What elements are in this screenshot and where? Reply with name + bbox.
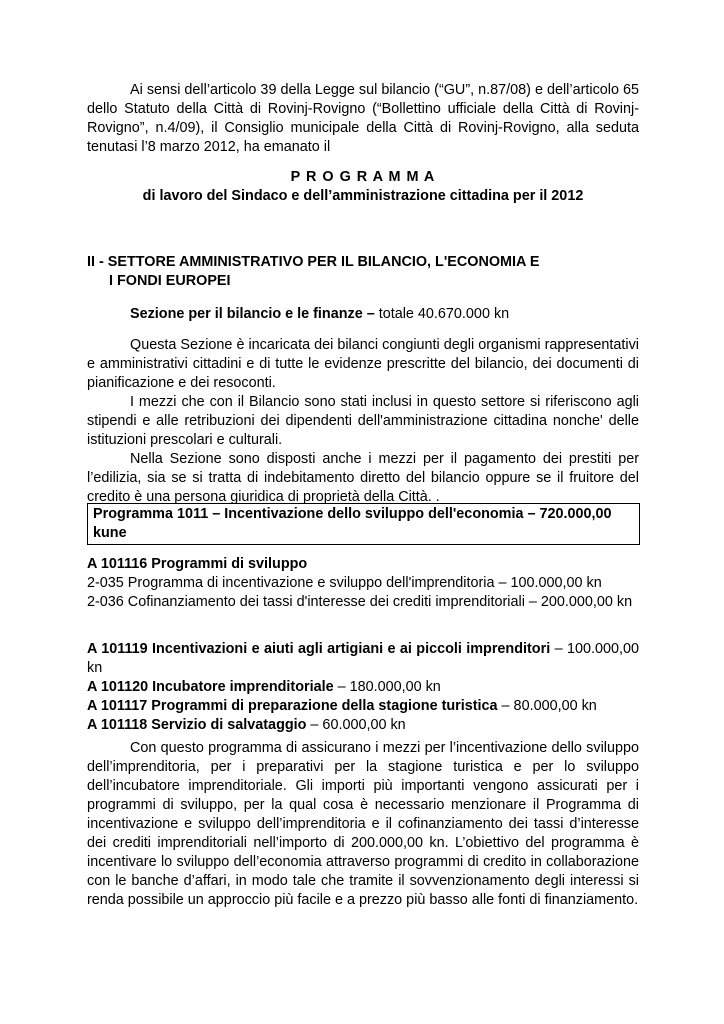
description-block	[87, 336, 639, 507]
document-title: P R O G R A M M A	[290, 169, 436, 185]
paragraph-3: Nella Sezione sono disposti anche i mezzi per il pagamento dei prestiti per l’edilizia, sia se si tratta di indebitamento diretto del bilancio oppure se il fruitore del credito è una persona giuridica di proprietà della Città. .	[87, 451, 639, 505]
activity-a101120: A 101120 Incubatore imprenditoriale – 180.000,00 kn	[87, 679, 441, 695]
activity-a101118: A 101118 Servizio di salvataggio – 60.000,00 kn	[87, 717, 406, 733]
subsection-total: totale 40.670.000 kn	[374, 306, 510, 322]
intro-paragraph: Ai sensi dell’articolo 39 della Legge sul bilancio (“GU”, n.87/08) e dell’articolo 65 dello Statuto della Città di Rovinj-Rovigno (“Bollettino ufficiale della Città di Rovinj-Rovigno”, n.4/09), il Consiglio municipale della Città di Rovinj-Rovigno, alla seduta tenutasi l’8 marzo 2012, ha emanato il	[87, 82, 639, 155]
section-heading-line1: II - SETTORE AMMINISTRATIVO PER IL BILANCIO, L'ECONOMIA E	[87, 254, 540, 270]
activity-a101119: A 101119 Incentivazioni e aiuti agli artigiani e ai piccoli imprenditori – 100.000,00 kn	[87, 641, 640, 676]
activity-a101117: A 101117 Programmi di preparazione della stagione turistica – 80.000,00 kn	[87, 698, 597, 714]
subsection-name: Sezione per il bilancio e le finanze –	[130, 306, 375, 322]
activity-a101116-title: A 101116 Programmi di sviluppo	[87, 556, 308, 572]
activity-item-2-036: 2-036 Cofinanziamento dei tassi d'interesse dei crediti imprenditoriali – 200.000,00 kn	[87, 594, 633, 610]
activity-list	[87, 640, 639, 735]
activity-a101116	[87, 555, 639, 612]
paragraph-1: Questa Sezione è incaricata dei bilanci congiunti degli organismi rappresentativi e amministrativi cittadini e di tutte le evidenze prescritte del bilancio, dei documenti di pianificazione e dei resoconti.	[87, 337, 639, 391]
section-heading-line2: I FONDI EUROPEI	[109, 273, 231, 289]
document-subtitle: di lavoro del Sindaco e dell’amministrazione cittadina per il 2012	[142, 188, 584, 204]
subsection-title	[130, 305, 639, 324]
closing-paragraph: Con questo programma di assicurano i mezzi per l’incentivazione dello sviluppo dell’imprenditoria, per i preparativi per la stagione turistica e per lo sviluppo dell’incubatore imprenditoriale. Gli importi più importanti vengono assicurati per i programmi di sviluppo, per la qual cosa è necessario menzionare il Programma di incentivazione e sviluppo dell’imprenditoria e il cofinanziamento dei tassi d’interesse dei crediti imprenditoriali nell’importo di 200.000,00 kn. L’obiettivo del programma è incentivare lo sviluppo dell’economia attraverso programmi di credito in collaborazione con le banche d’affari, in modo tale che tramite il sovvenzionamento degli interessi si renda possibile un approccio più facile e a prezzo più basso alle fonti di finanziamento.	[87, 740, 639, 908]
activity-item-2-035: 2-035 Programma di incentivazione e sviluppo dell'imprenditoria – 100.000,00 kn	[87, 575, 602, 591]
section-heading	[87, 253, 639, 291]
program-box: Programma 1011 – Incentivazione dello sviluppo dell'economia – 720.000,00 kune	[87, 503, 640, 545]
paragraph-2: I mezzi che con il Bilancio sono stati inclusi in questo settore si riferiscono agli stipendi e alle retribuzioni dei dipendenti dell'amministrazione cittadina nonche' delle istituzioni prescolari e culturali.	[87, 394, 639, 448]
